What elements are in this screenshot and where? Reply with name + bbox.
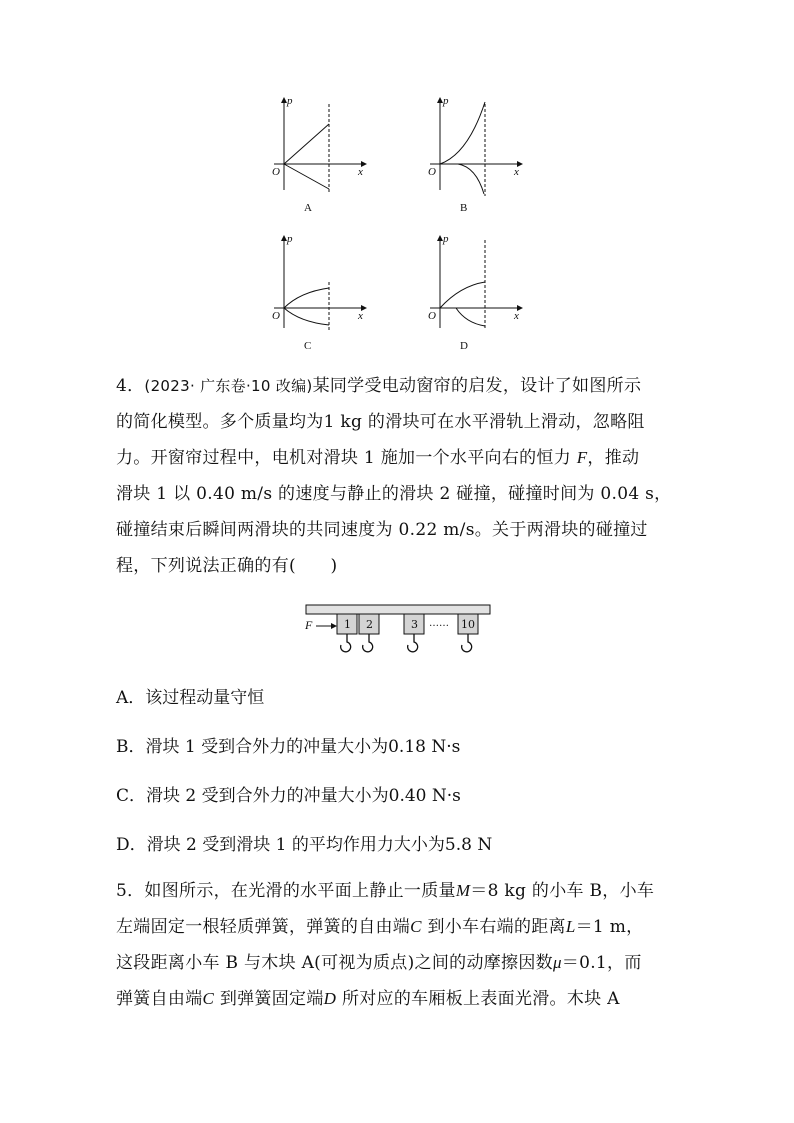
option-c[interactable]: C．滑块 2 受到合外力的冲量大小为0.40 N·s: [116, 786, 461, 806]
q4-line-3: [116, 440, 676, 476]
curtain-model-figure: [300, 602, 500, 668]
block-label: 1: [344, 618, 351, 631]
x-axis-label: x: [358, 310, 363, 322]
question-number: 4．: [116, 376, 145, 396]
hook-icon: [341, 634, 472, 652]
q4-line-6: 程，下列说法正确的有( ): [116, 556, 338, 576]
curve-upper: [440, 102, 485, 164]
graph-label: C: [304, 340, 312, 352]
q5-text: 所对应的车厢板上表面光滑。木块 A: [336, 989, 620, 1009]
q5-line-3: [116, 945, 676, 981]
graph-b: [418, 92, 528, 214]
q4-line-4: 滑块 1 以 0.40 m/s 的速度与静止的滑块 2 碰撞，碰撞时间为 0.04 s，: [116, 484, 672, 504]
q5-text: 到弹簧固定端: [214, 989, 324, 1009]
curve-upper: [284, 124, 329, 164]
question-5: [116, 873, 676, 1017]
x-axis-label: x: [514, 310, 519, 322]
question-number: 5．: [116, 881, 145, 901]
option-d[interactable]: D．滑块 2 受到滑块 1 的平均作用力大小为5.8 N: [116, 835, 493, 855]
graph-a: [262, 92, 372, 214]
graph-b-plot: [418, 92, 528, 202]
x-axis-label: x: [358, 166, 363, 178]
question-4: [116, 368, 676, 584]
q5-line-1: [116, 873, 676, 909]
q4-text: 某同学受电动窗帘的启发，设计了如图所示: [312, 376, 642, 396]
q5-text: ＝8 kg 的小车 B，小车: [470, 881, 655, 901]
question-source: (2023· 广东卷·10 改编): [144, 377, 313, 395]
q5-text: 如图所示，在光滑的水平面上静止一质量: [144, 881, 456, 901]
mass-symbol: M: [455, 881, 471, 900]
curve-lower: [458, 164, 484, 194]
q5-text: 这段距离小车 B 与木块 A(可视为质点)之间的动摩擦因数: [116, 953, 553, 973]
origin-label: O: [272, 310, 280, 322]
curtain-model-drawing: [300, 602, 500, 664]
graph-d: [418, 230, 528, 352]
origin-label: O: [428, 310, 436, 322]
curve-lower: [284, 164, 329, 189]
q5-line-4: [116, 981, 676, 1017]
y-axis-label: p: [287, 233, 293, 245]
q5-text: 弹簧自由端: [116, 989, 203, 1009]
point-symbol: C: [202, 989, 215, 1008]
q5-line-2: [116, 909, 676, 945]
force-label: F: [305, 618, 313, 632]
graph-a-plot: [262, 92, 372, 202]
q4-line-2: 的简化模型。多个质量均为1 kg 的滑块可在水平滑轨上滑动，忽略阻: [116, 412, 645, 432]
q5-text: 到小车右端的距离: [421, 917, 566, 937]
point-symbol: C: [410, 917, 422, 936]
q5-text: ＝1 m，: [575, 917, 644, 937]
q5-text: ＝0.1，而: [561, 953, 642, 973]
force-symbol: F: [576, 448, 588, 467]
block-label: 3: [411, 618, 418, 631]
option-a[interactable]: A．该过程动量守恒: [116, 688, 265, 708]
q4-text: 力。开窗帘过程中，电机对滑块 1 施加一个水平向右的恒力: [116, 448, 577, 468]
q4-line-1: [116, 368, 676, 404]
q4-text: ，推动: [587, 448, 640, 468]
friction-symbol: μ: [552, 953, 562, 972]
curve-upper: [284, 288, 329, 308]
origin-label: O: [428, 166, 436, 178]
block-label: 2: [366, 618, 373, 631]
origin-label: O: [272, 166, 280, 178]
x-axis-label: x: [514, 166, 519, 178]
y-axis-label: p: [443, 233, 449, 245]
option-b[interactable]: B．滑块 1 受到合外力的冲量大小为0.18 N·s: [116, 737, 461, 757]
graph-d-plot: [418, 230, 528, 340]
graph-c: [262, 230, 372, 352]
graph-label: A: [304, 202, 312, 214]
curve-upper: [440, 282, 485, 308]
point-symbol: D: [323, 989, 337, 1008]
y-axis-label: p: [443, 95, 449, 107]
block-label: 10: [461, 618, 475, 631]
graph-label: D: [460, 340, 468, 352]
curve-lower: [284, 308, 329, 325]
y-axis-label: p: [287, 95, 293, 107]
ellipsis: ……: [429, 618, 449, 629]
rail: [306, 605, 490, 614]
curve-lower: [456, 308, 485, 326]
q5-text: 左端固定一根轻质弹簧，弹簧的自由端: [116, 917, 411, 937]
length-symbol: L: [565, 917, 576, 936]
q4-line-5: 碰撞结束后瞬间两滑块的共同速度为 0.22 m/s。关于两滑块的碰撞过: [116, 520, 648, 540]
graph-c-plot: [262, 230, 372, 340]
graph-label: B: [460, 202, 468, 214]
